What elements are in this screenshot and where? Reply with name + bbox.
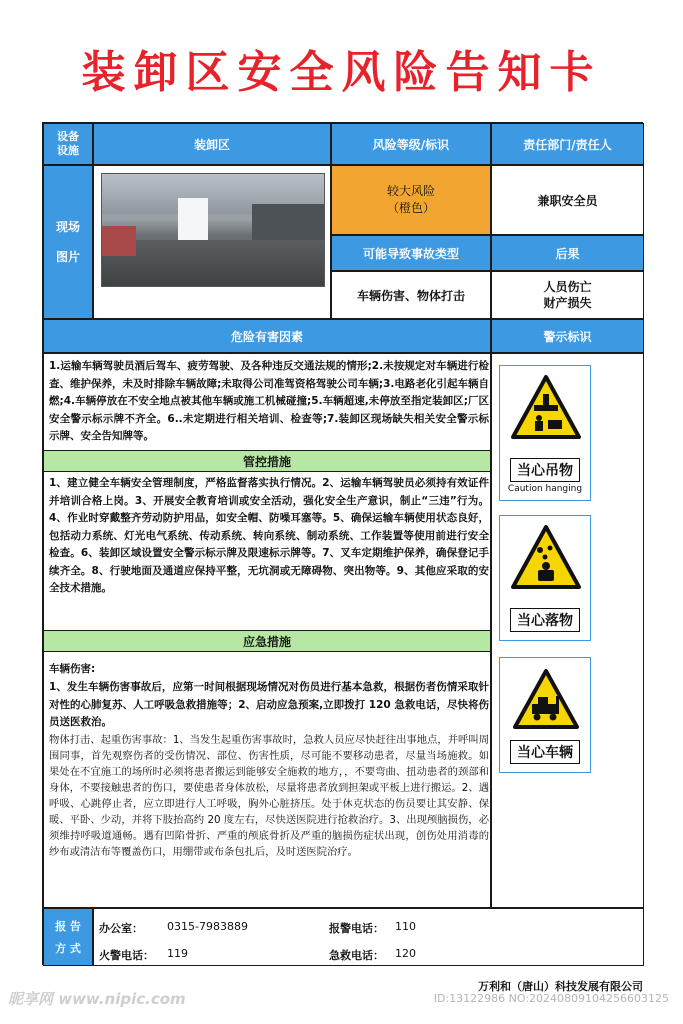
company-name: 万利和（唐山）科技发展有限公司 bbox=[478, 980, 643, 993]
alarm-label: 报警电话： bbox=[329, 922, 384, 935]
fire-label: 火警电话： bbox=[99, 949, 154, 962]
office-label: 办公室： bbox=[99, 922, 143, 935]
office-phone: 0315-7983889 bbox=[167, 920, 248, 933]
warning-signs-label: 警示标识 bbox=[491, 319, 644, 353]
hazards-text: 1.运输车辆驾驶员酒后驾车、疲劳驾驶、及各种违反交通法规的情形;2.未按规定对车辆进行检查、维护保养，未及时排除车辆故障;未取得公司准驾资格驾驶公司车辆;3.电路老化引起车辆自燃;4.车辆停放在不安全地点被其他车辆或施工机械碰撞;5.车辆超速,未停放至指定装卸区;厂区安全警示标示牌不齐全。6..未定期进行相关培训、检查等;7.装卸区现场缺失相关安全警示标示牌、安全告知牌等。 bbox=[49, 360, 489, 442]
emergency-strike-text: 物体打击、起重伤害事故：1、当发生起重伤害事故时，急救人员应尽快赶往出事地点，并呼叫周围同事，首先观察伤者的受伤情况、部位、伤害性质，尽可能不要移动患者，尽量当场施救。如果处在不宜施工的场所时必须将患者搬运到能够安全施救的地方，，不要弯曲、扭动患者的颈部和身体，不要接触患者的伤口，要使患者身体放松，尽量将患者放到担架或平板上进行搬运。2、遇呼吸、心跳停止者，应立即进行人工呼吸，胸外心脏挤压。处于休克状态的伤员要让其安静、保暖、平卧、少动，并将下肢抬高约 20 度左右，尽快送医院进行抢救治疗。3、出现颅脑损伤，必须维持呼吸道通畅。遇有凹陷骨折、严重的颅底骨折及严重的脑损伤症状出现，创伤处用消毒的纱布或清洁布等覆盖伤口，用绷带或布条包扎后，及时送医院治疗。 bbox=[49, 734, 489, 858]
accident-type-label: 可能导致事故类型 bbox=[331, 235, 491, 271]
fire-phone: 119 bbox=[167, 947, 188, 960]
watermark-site: 昵享网 www.nipic.com bbox=[8, 990, 186, 1008]
consequence-label: 后果 bbox=[491, 235, 644, 271]
aid-label: 急救电话： bbox=[329, 949, 384, 962]
page-title: 装卸区安全风险告知卡 bbox=[81, 47, 602, 98]
risk-level-label: 风险等级/标识 bbox=[331, 123, 491, 165]
sign-vehicle-label: 当心车辆 bbox=[500, 740, 590, 764]
watermark-id: ID:13122986 NO:20240809104256603125 bbox=[433, 992, 669, 1005]
emergency-vehicle-text: 1、发生车辆伤害事故后，应第一时间根据现场情况对伤员进行基本急救，根据伤者伤情采取针对性的心肺复苏、人工呼吸急救措施等；2、启动应急预案,立即拨打 120 急救电话，尽快将伤员送医救治。 bbox=[49, 681, 489, 728]
responsible-label: 责任部门/责任人 bbox=[491, 123, 644, 165]
facility-value: 装卸区 bbox=[93, 123, 331, 165]
sign-falling-object bbox=[499, 515, 591, 641]
sign-vehicle bbox=[499, 657, 591, 773]
sign-hanging-load-label: 当心吊物 Caution hanging bbox=[500, 458, 590, 494]
falling-object-warning-icon bbox=[510, 524, 582, 590]
photo-label: 现场 图片 bbox=[43, 165, 93, 319]
report-label: 报 告 方 式 bbox=[43, 908, 93, 966]
emergency-label: 应急措施 bbox=[43, 630, 491, 652]
hanging-load-warning-icon bbox=[510, 374, 582, 440]
consequence-value: 人员伤亡 财产损失 bbox=[491, 271, 644, 319]
sign-falling-object-label: 当心落物 bbox=[500, 608, 590, 632]
facility-label: 设备 设施 bbox=[43, 123, 93, 165]
responsible-value: 兼职安全员 bbox=[491, 165, 644, 235]
hazards-label: 危险有害因素 bbox=[43, 319, 491, 353]
sign-hanging-load bbox=[499, 365, 591, 501]
vehicle-warning-icon bbox=[512, 668, 580, 730]
alarm-phone: 110 bbox=[395, 920, 416, 933]
risk-card bbox=[42, 122, 643, 965]
accident-type-value: 车辆伤害、物体打击 bbox=[331, 271, 491, 319]
risk-level-value: 较大风险 （橙色） bbox=[331, 165, 491, 235]
emergency-vehicle-heading: 车辆伤害: bbox=[49, 663, 96, 675]
controls-text: 1、建立健全车辆安全管理制度，严格监督落实执行情况。2、运输车辆驾驶员必须持有效证件并培训合格上岗。3、开展安全教育培训或安全活动，强化安全生产意识，制止“三违”行为。4、作业时穿戴整齐劳动防护用品，如安全帽、防噪耳塞等。5、确保运输车辆使用状态良好，包括动力系统、灯光电气系统、传动系统、转向系统、制动系统、工作装置等使用前进行安全检查。6、装卸区域设置安全警示标示牌及限速标示牌等。7、叉车定期维护保养，确保登记手续齐全。8、行驶地面及通道应保持平整，无坑洞或无障碍物、突出物等。9、其他应采取的安全技术措施。 bbox=[49, 477, 489, 594]
controls-label: 管控措施 bbox=[43, 450, 491, 472]
loading-area-photo bbox=[101, 173, 325, 287]
aid-phone: 120 bbox=[395, 947, 416, 960]
